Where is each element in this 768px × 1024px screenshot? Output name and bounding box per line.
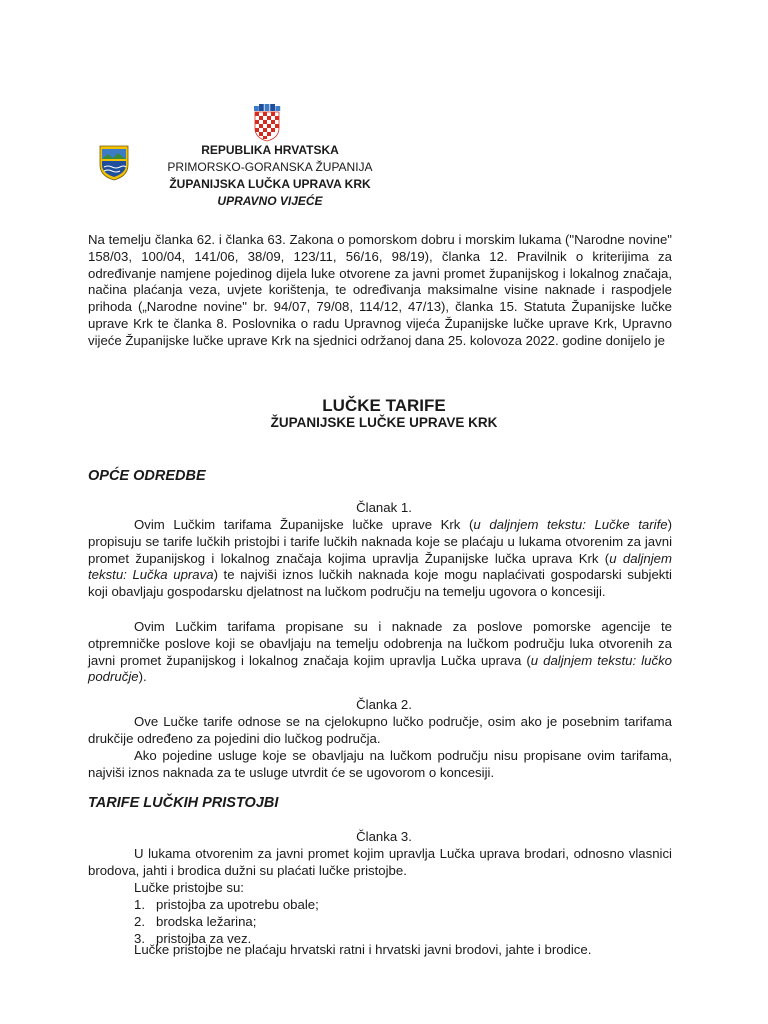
- article-1-paragraph-2: Ovim Lučkim tarifama propisane su i naknade za poslove pomorske agencije te otpremničke poslove koji se obavljaju na temelju odobrenja na lučkom području luka otvorenih za javni promet županijskog i lokalnog značaja kojim upravlja Lučka uprava (u daljnjem tekstu: lučko područje).: [88, 619, 672, 685]
- article-2-paragraph-1: Ove Lučke tarife odnose se na cjelokupno lučko područje, osim ako je posebnim tarifama drukčije određeno za pojedini dio lučkog područja.: [88, 714, 672, 746]
- article-1-heading: Članak 1.: [356, 500, 412, 515]
- letterhead: [120, 142, 420, 210]
- section-heading-fees: TARIFE LUČKIH PRISTOJBI: [88, 795, 279, 811]
- article-3-closing: Lučke pristojbe ne plaćaju hrvatski ratni i hrvatski javni brodovi, jahte i brodice.: [134, 942, 592, 957]
- article-2-paragraph-2: Ako pojedine usluge koje se obavljaju na lučkom području nisu propisane ovim tarifama, najviši iznos naknada za te usluge utvrdit će se ugovorom o koncesiji.: [88, 748, 672, 780]
- section-heading-general: OPĆE ODREDBE: [88, 468, 206, 484]
- article-3-list-intro: Lučke pristojbe su:: [134, 880, 244, 895]
- list-item: 3. pristojba za vez.: [134, 931, 252, 946]
- preamble-paragraph: Na temelju članka 62. i članka 63. Zakona o pomorskom dobru i morskim lukama ("Narodne novine" 158/03, 100/04, 141/06, 38/09, 123/11, 56/16, 98/19), članka 12. Pravilnik o kriterijima za određivanje namjene pojedinog dijela luke otvorene za javni promet županijskog i lokalnog značaja, načina plaćanja veza, uvjete korištenja, te određivanja maksimalne visine naknade i raspodjele prihoda („Narodne novine" br. 94/07, 79/08, 114/12, 47/13), članka 15. Statuta Županijske lučke uprave Krk te članka 8. Poslovnika o radu Upravnog vijeća Županijske lučke uprave Krk, Upravno vijeće Županijske lučke uprave Krk na sjednici održanoj dana 25. kolovoza 2022. godine donijelo je: [88, 232, 672, 348]
- document-title: LUČKE TARIFE: [322, 396, 446, 415]
- header-authority: ŽUPANIJSKA LUČKA UPRAVA KRK: [169, 177, 371, 191]
- article-3-heading: Članka 3.: [356, 829, 412, 844]
- article-3-paragraph-1: U lukama otvorenim za javni promet kojim upravlja Lučka uprava brodari, odnosno vlasnici brodova, jahti i brodica dužni su plaćati lučke pristojbe.: [88, 846, 672, 878]
- header-county: PRIMORSKO-GORANSKA ŽUPANIJA: [167, 160, 373, 174]
- list-item: 2. brodska ležarina;: [134, 914, 257, 929]
- header-council: UPRAVNO VIJEĆE: [217, 194, 323, 208]
- document-subtitle: ŽUPANIJSKE LUČKE UPRAVE KRK: [270, 415, 498, 430]
- header-country: REPUBLIKA HRVATSKA: [201, 143, 339, 157]
- list-item: 1. pristojba za upotrebu obale;: [134, 897, 319, 912]
- croatia-coat-of-arms-icon: [253, 104, 281, 142]
- article-2-heading: Članka 2.: [356, 697, 412, 712]
- article-1-paragraph-1: Ovim Lučkim tarifama Županijske lučke uprave Krk (u daljnjem tekstu: Lučke tarife) propisuju se tarife lučkih pristojbi i tarife lučkih naknada koje se plaćaju u lukama otvorenim za javni promet županijskog i lokalnog značaja kojima upravlja Županijske lučka uprava Krk (u daljnjem tekstu: Lučka uprava) te najviši iznos lučkih naknada koje mogu naplaćivati gospodarski subjekti koji obavljaju gospodarsku djelatnost na lučkom području na temelju ugovora o koncesiji.: [88, 517, 672, 600]
